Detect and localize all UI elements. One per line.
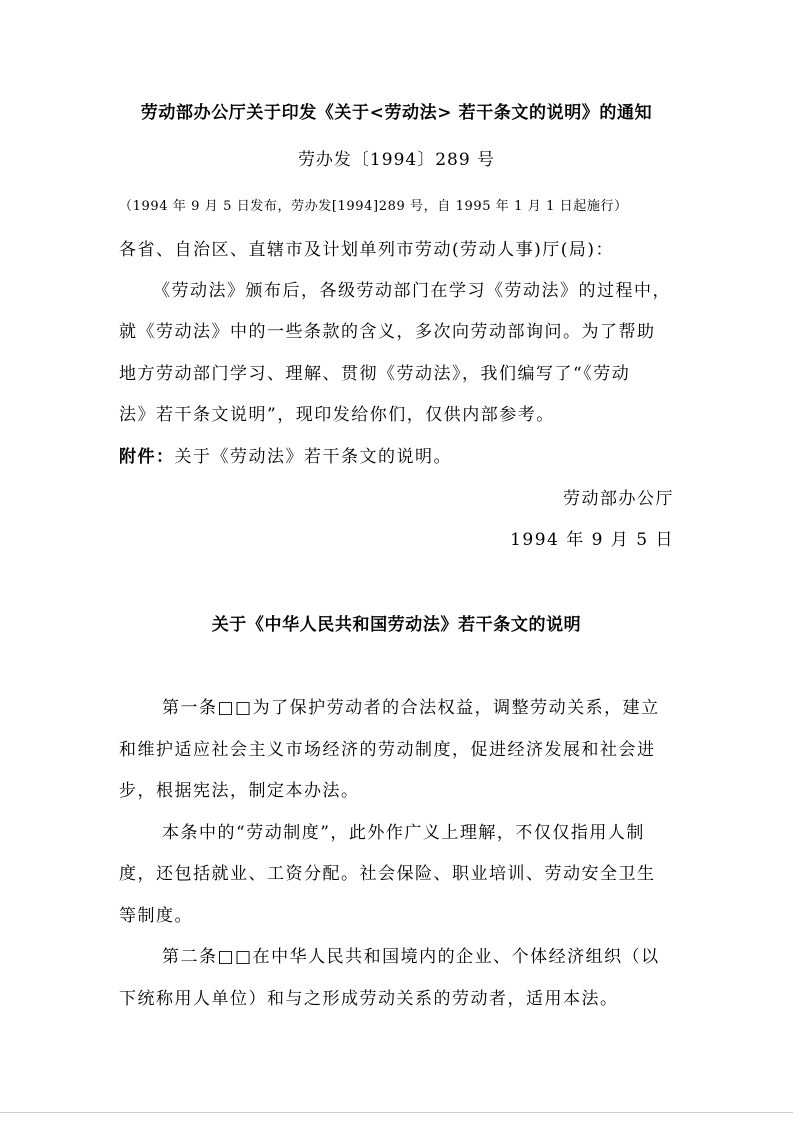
article-1-line: 第一条□□为了保护劳动者的合法权益，调整劳动关系，建立 — [162, 698, 660, 718]
attachment-line — [119, 442, 452, 467]
page-bottom-divider — [0, 1112, 793, 1113]
article-2-line: 第二条□□在中华人民共和国境内的企业、个体经济组织（以 — [162, 947, 660, 967]
notice-title: 劳动部办公厅关于印发《关于<劳动法> 若干条文的说明》的通知 — [140, 103, 653, 123]
note-1-line: 度，还包括就业、工资分配。社会保险、职业培训、劳动安全卫生 — [119, 864, 656, 884]
article-2-line: 下统称用人单位）和与之形成劳动关系的劳动者，适用本法。 — [119, 989, 619, 1009]
publication-info: （1994 年 9 月 5 日发布，劳办发[1994]289 号，自 1995 年 1 月 1 日起施行） — [119, 199, 628, 214]
note-1-line: 等制度。 — [119, 906, 193, 926]
notice-paragraph-line: 就《劳动法》中的一些条款的含义，多次向劳动部询问。为了帮助 — [119, 322, 656, 342]
explanation-title: 关于《中华人民共和国劳动法》若干条文的说明 — [211, 615, 582, 635]
notice-date: 1994 年 9 月 5 日 — [510, 530, 674, 550]
notice-paragraph-line: 地方劳动部门学习、理解、贯彻《劳动法》，我们编写了“《劳动 — [119, 364, 631, 384]
doc-number: 劳办发〔1994〕289 号 — [297, 150, 496, 170]
article-1-line: 和维护适应社会主义市场经济的劳动制度，促进经济发展和社会进 — [119, 740, 656, 760]
notice-paragraph-line: 法》若干条文说明”，现印发给你们，仅供内部参考。 — [119, 405, 555, 425]
attachment-text: 关于《劳动法》若干条文的说明。 — [174, 447, 452, 467]
notice-paragraph-line: 《劳动法》颁布后，各级劳动部门在学习《劳动法》的过程中， — [153, 281, 671, 301]
signature: 劳动部办公厅 — [563, 489, 674, 509]
article-1-line: 步，根据宪法，制定本办法。 — [119, 781, 360, 801]
attachment-label: 附件： — [119, 447, 175, 467]
addressee: 各省、自治区、直辖市及计划单列市劳动(劳动人事)厅(局)： — [119, 240, 615, 260]
note-1-line: 本条中的“劳动制度”，此外作广义上理解，不仅仅指用人制 — [162, 823, 645, 843]
